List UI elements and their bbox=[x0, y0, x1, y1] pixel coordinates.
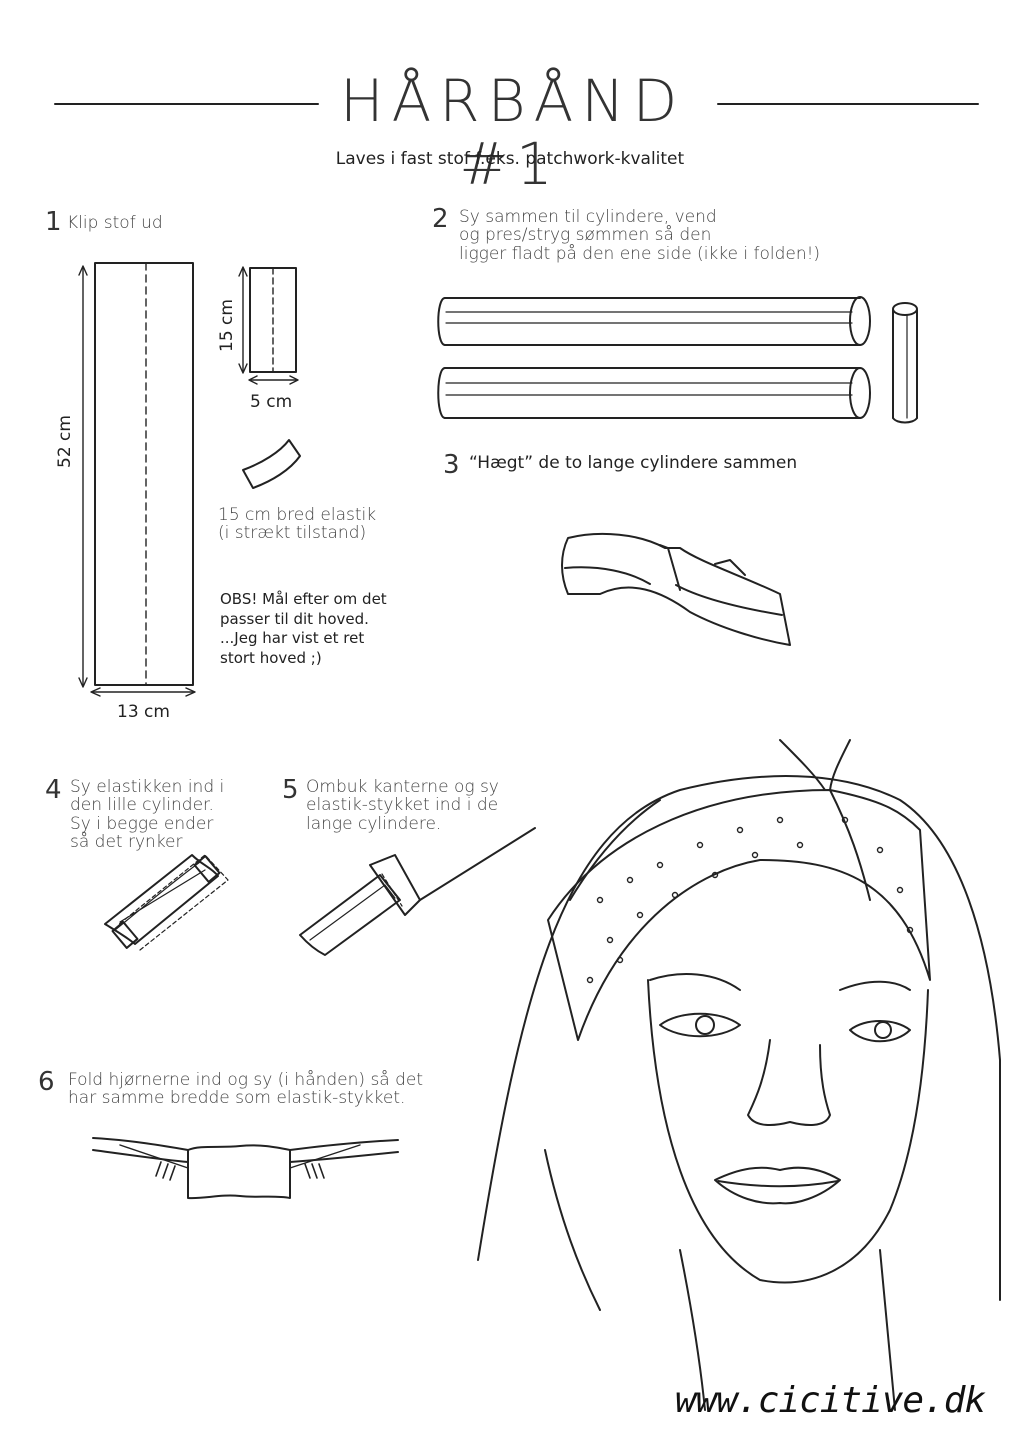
obs-note: OBS! Mål efter om det passer til dit hoved. ...Jeg har vist et ret stort hoved ;) bbox=[220, 590, 387, 667]
step-3-number: 3 bbox=[443, 450, 460, 480]
step-1-number: 1 bbox=[45, 207, 62, 237]
page-title: HÅRBÅND #1 bbox=[340, 67, 686, 198]
portrait-sketch bbox=[478, 740, 1000, 1410]
folded-corners-detail bbox=[93, 1138, 398, 1198]
step-2-text: Sy sammen til cylindere, vend og pres/stryg sømmen så den ligger fladt på den ene side (ikke i folden!) bbox=[459, 207, 821, 264]
small-cylinder bbox=[893, 303, 917, 423]
elastic-label: 15 cm bred elastik (i strækt tilstand) bbox=[218, 505, 377, 544]
step-4-number: 4 bbox=[45, 775, 62, 805]
long-cylinder-top bbox=[438, 297, 870, 345]
step-6-text: Fold hjørnerne ind og sy (i hånden) så det har samme bredde som elastik-stykket. bbox=[68, 1070, 424, 1109]
step-5-text: Ombuk kanterne og sy elastik-stykket ind i de lange cylindere. bbox=[306, 777, 499, 834]
long-piece-width-label: 13 cm bbox=[117, 702, 170, 722]
step-5-number: 5 bbox=[282, 775, 299, 805]
small-piece-height-label: 15 cm bbox=[217, 299, 237, 352]
step-2-number: 2 bbox=[432, 204, 449, 234]
long-fabric-piece bbox=[79, 263, 195, 696]
long-cylinder-bottom bbox=[438, 368, 870, 418]
step-4-text: Sy elastikken ind i den lille cylinder. Sy i begge ender så det rynker bbox=[70, 777, 225, 853]
hooked-cylinders bbox=[562, 534, 790, 645]
elastic-piece bbox=[243, 440, 300, 488]
website-url: www.cicitive.dk bbox=[675, 1380, 986, 1421]
small-fabric-piece bbox=[239, 267, 298, 384]
long-piece-height-label: 52 cm bbox=[55, 415, 75, 468]
elastic-in-small-cylinder bbox=[105, 855, 228, 950]
elastic-sewn-into-long-cylinders bbox=[300, 828, 535, 955]
step-1-text: Klip stof ud bbox=[67, 213, 163, 233]
page-subtitle: Laves i fast stof f.eks. patchwork-kvalitet bbox=[335, 149, 685, 169]
step-6-number: 6 bbox=[38, 1067, 55, 1097]
small-piece-width-label: 5 cm bbox=[250, 392, 293, 412]
step-3-text: “Hægt” de to lange cylindere sammen bbox=[469, 453, 798, 473]
headband-dots bbox=[588, 818, 913, 983]
